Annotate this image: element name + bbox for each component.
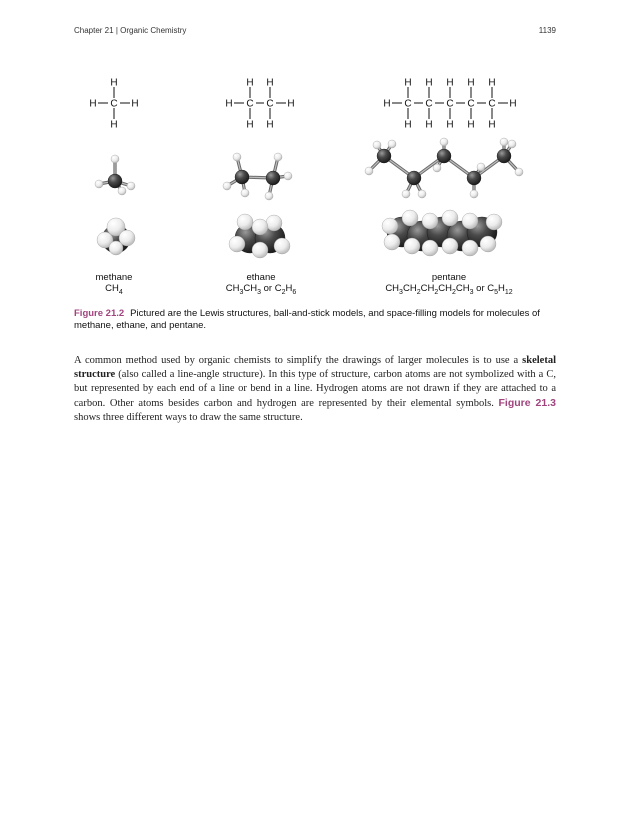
hydrogen-atom-label: H [383,98,391,110]
hydrogen-atom-label: H [509,98,517,110]
figure-21-3-link[interactable]: Figure 21.3 [498,397,556,409]
methane-label [86,272,142,298]
hydrogen-sphere [266,215,282,231]
hydrogen-atom-label: H [446,77,454,89]
carbon-atom-label: C [404,98,412,110]
hydrogen-sphere [252,242,268,258]
carbon-ball [467,171,481,185]
hydrogen-atom-label: H [425,119,433,131]
hydrogen-ball [241,189,249,197]
hydrogen-sphere [109,241,123,255]
molecule-name: ethane [246,272,276,283]
hydrogen-ball [440,138,448,146]
hydrogen-atom-label: H [266,77,274,89]
caption-figure-number: Figure 21.2 [74,308,125,319]
hydrogen-atom-label: H [287,98,295,110]
hydrogen-sphere [422,213,438,229]
hydrogen-atom-label: H [488,77,496,89]
running-header [74,26,186,35]
hydrogen-ball [477,163,485,171]
molecule-illustrations [74,70,556,305]
molecule-name: methane [95,272,133,283]
hydrogen-atom-label: H [425,77,433,89]
hydrogen-sphere [402,210,418,226]
carbon-ball [497,149,511,163]
hydrogen-sphere [480,236,496,252]
figure-21-2 [74,70,556,305]
hydrogen-ball [274,153,282,161]
hydrogen-ball [223,182,231,190]
hydrogen-sphere [252,219,268,235]
header-separator: | [113,26,121,35]
section-title: Organic Chemistry [120,26,187,35]
hydrogen-ball [402,190,410,198]
chapter-label: Chapter 21 [74,26,114,35]
hydrogen-ball [470,190,478,198]
ball-and-stick-models [95,138,523,200]
hydrogen-sphere [442,238,458,254]
lewis-structures [89,78,516,131]
hydrogen-sphere [422,240,438,256]
carbon-atom-label: C [446,98,454,110]
hydrogen-sphere [229,236,245,252]
hydrogen-ball [233,153,241,161]
hydrogen-ball [127,182,135,190]
hydrogen-ball [284,172,292,180]
hydrogen-sphere [462,213,478,229]
hydrogen-ball [418,190,426,198]
hydrogen-ball [365,167,373,175]
hydrogen-ball [388,140,396,148]
molecule-formula: $CH_3CH_3$ or $C_2H_6$ [225,283,297,296]
carbon-ball [266,171,280,185]
hydrogen-atom-label: H [110,77,118,89]
hydrogen-sphere [486,214,502,230]
hydrogen-sphere [404,238,420,254]
carbon-ball [108,174,122,188]
molecule-formula: $CH_4$ [105,283,123,296]
hydrogen-ball [433,164,441,172]
page-number: 1139 [538,26,556,35]
hydrogen-atom-label: H [404,119,412,131]
hydrogen-atom-label: H [404,77,412,89]
molecule-name: pentane [431,272,467,283]
carbon-ball [235,170,249,184]
carbon-atom-label: C [110,98,118,110]
carbon-ball [407,171,421,185]
hydrogen-atom-label: H [467,77,475,89]
hydrogen-atom-label: H [266,119,274,131]
body-paragraph [74,354,556,425]
hydrogen-ball [373,141,381,149]
hydrogen-atom-label: H [225,98,233,110]
carbon-ball [377,149,391,163]
hydrogen-atom-label: H [446,119,454,131]
hydrogen-atom-label: H [488,119,496,131]
caption-text: Pictured are the Lewis structures, ball-and-stick models, and space-filling models for molecules of methane, ethane, and pentane. [74,308,540,331]
carbon-atom-label: C [246,98,254,110]
hydrogen-atom-label: H [246,119,254,131]
carbon-atom-label: C [467,98,475,110]
hydrogen-atom-label: H [110,119,118,131]
hydrogen-sphere [382,218,398,234]
carbon-atom-label: C [425,98,433,110]
hydrogen-ball [118,187,126,195]
hydrogen-ball [95,180,103,188]
molecule-formula: $CH_3CH_2CH_2CH_2CH_3$ or $C_5H_{12}$ [385,283,513,296]
hydrogen-sphere [384,234,400,250]
hydrogen-ball [500,138,508,146]
hydrogen-ball [265,192,273,200]
hydrogen-ball [111,155,119,163]
pentane-label [364,272,534,298]
carbon-ball [437,149,451,163]
hydrogen-sphere [462,240,478,256]
hydrogen-atom-label: H [131,98,139,110]
hydrogen-sphere [442,210,458,226]
paragraph-text: A common method used by organic chemists to simplify the drawings of larger molecules is to use a [74,355,523,366]
hydrogen-atom-label: H [246,77,254,89]
figure-caption [74,308,556,332]
carbon-atom-label: C [488,98,496,110]
hydrogen-atom-label: H [89,98,97,110]
space-filling-models [97,210,502,258]
paragraph-text: shows three different ways to draw the same structure. [74,412,303,423]
ethane-label [206,272,316,298]
carbon-atom-label: C [266,98,274,110]
key-term: skeletal structure [74,355,556,380]
hydrogen-ball [515,168,523,176]
paragraph-text: (also called a line-angle structure). In this type of structure, carbon atoms are not symbolized with a C, but represented by each end of a line or bend in a line. Hydrogen atoms are not drawn if they are attached to a carbon. Other atoms besides carbon and hydrogen are represented by their elemental symbols. [74,369,556,409]
hydrogen-sphere [237,214,253,230]
hydrogen-ball [508,140,516,148]
hydrogen-sphere [274,238,290,254]
hydrogen-atom-label: H [467,119,475,131]
